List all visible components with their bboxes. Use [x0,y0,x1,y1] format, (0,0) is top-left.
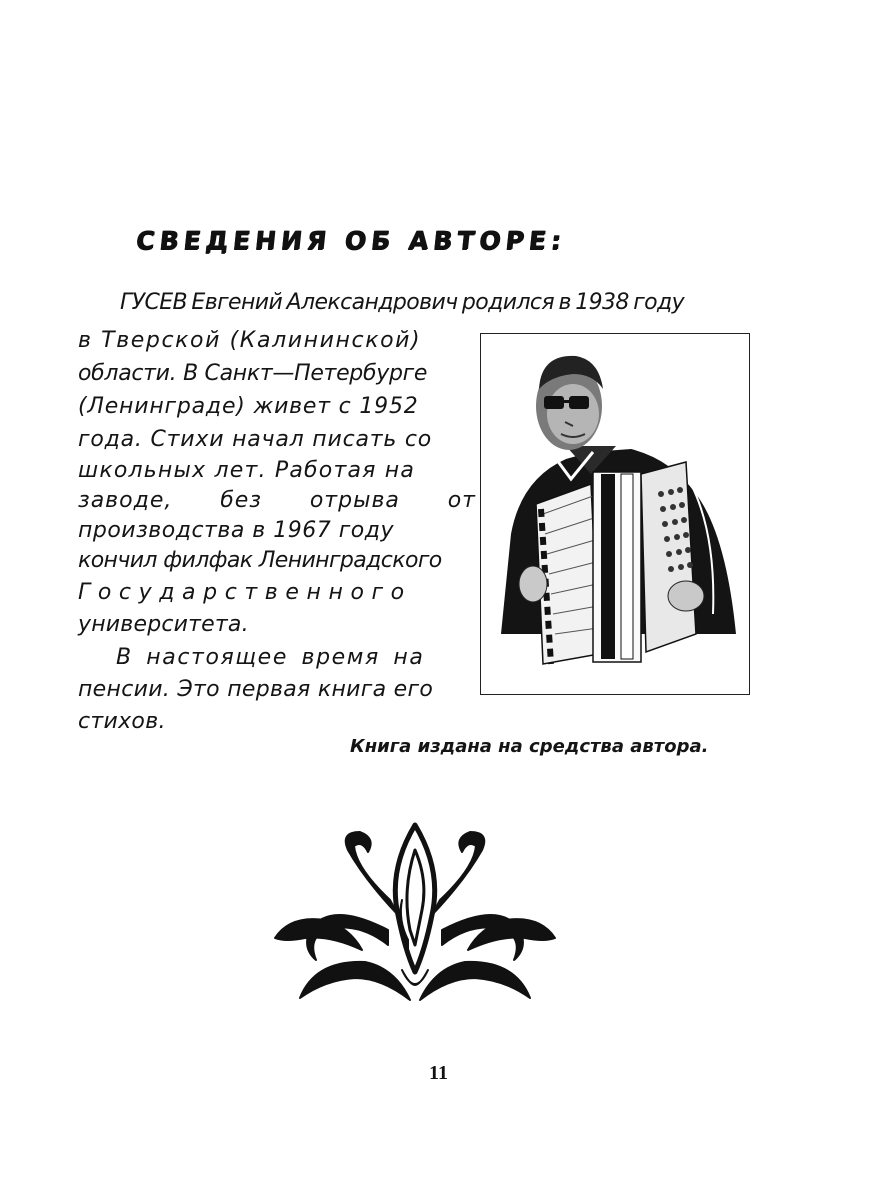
bio-word: от [447,488,476,513]
author-photo [480,333,750,695]
bio-line: университета. [78,612,249,637]
section-heading: СВЕДЕНИЯ ОБ АВТОРЕ: [134,226,568,255]
bio-word: отрыва [309,488,400,513]
bio-line: Государственного [78,580,412,605]
bio-line: в Тверской (Калининской) [78,328,422,353]
bio-line: кончил филфак Ленинградского [78,548,442,573]
bio-line: стихов. [78,709,166,734]
bio-line: области. В Санкт—Петербурге [78,361,428,386]
bio-line: года. Стихи начал писать со [78,427,433,452]
bio-line-justified [78,490,476,512]
bio-word: заводе, [78,488,173,513]
bio-line: ГУСЕВ Евгений Александрович родился в 1938 году [120,290,685,315]
bio-line: (Ленинграде) живет с 1952 [78,394,419,419]
publication-note: Книга издана на средства автора. [350,736,709,757]
bio-line: производства в 1967 году [78,518,394,543]
bio-line: пенсии. Это первая книга его [78,677,434,702]
bio-line: В настоящее время на [116,645,425,670]
floral-ornament [270,820,560,1020]
bio-line: школьных лет. Работая на [78,458,416,483]
bio-word: без [220,488,262,513]
accordion-player-illustration [481,334,748,693]
page-number: 11 [429,1062,448,1084]
